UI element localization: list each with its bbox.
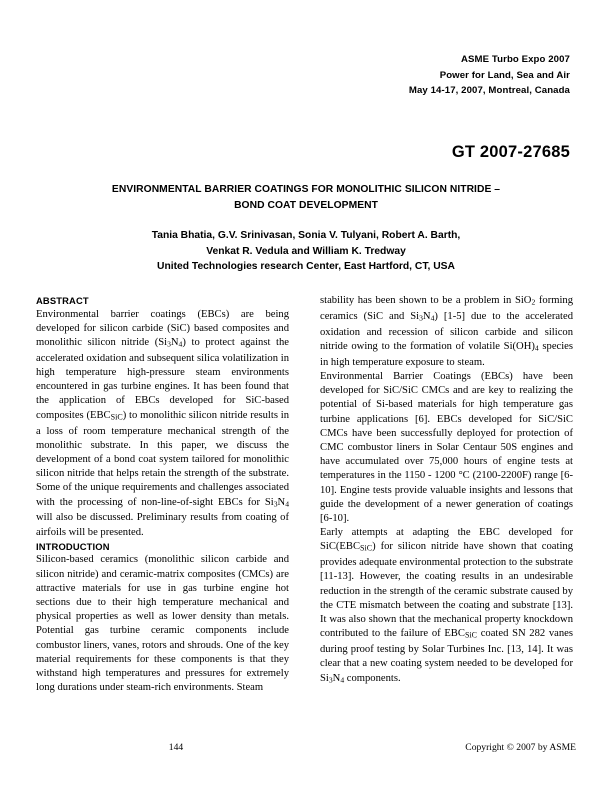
right-p3-sub-3: 3 (328, 675, 333, 685)
conference-subtitle: Power for Land, Sea and Air (439, 69, 570, 81)
page-footer (36, 742, 576, 756)
right-p1-sub-4: 4 (534, 343, 539, 353)
column-right (320, 294, 573, 687)
right-p3-text-5: components. (344, 672, 401, 684)
right-p3-text-3: coated SN 282 vanes during proof testing by Solar Turbines Inc. [13, 14]. It was clear that a new coating system needed to be developed for Si (320, 628, 573, 684)
abstract-sub-3: SiC (110, 412, 123, 422)
section-heading-introduction: INTRODUCTION (36, 540, 110, 552)
right-paragraph-1 (320, 294, 573, 370)
abstract-sub-4: 3 (273, 499, 278, 509)
right-p1-text-3: N (422, 310, 431, 322)
conference-date-location: May 14-17, 2007, Montreal, Canada (408, 85, 570, 96)
author-line-1: Tania Bhatia, G.V. Srinivasan, Sonia V. Tulyani, Robert A. Barth, (151, 230, 461, 241)
footer-page-number: 144 (168, 742, 184, 753)
abstract-text-2: N (170, 337, 179, 348)
right-p3-sub-2: SiC (464, 630, 478, 640)
page-title (46, 182, 566, 213)
title-line-1: ENVIRONMENTAL BARRIER COATINGS FOR MONOLITHIC SILICON NITRIDE – (111, 184, 501, 195)
right-p1-text-5: species in high temperature exposure to steam. (320, 340, 573, 368)
section-heading-abstract: ABSTRACT (36, 295, 89, 306)
abstract-text-3: ) to protect against the accelerated oxidation and subsequent silica volatilization in high temperature high-pressure steam environments encountered in gas turbine engines. It has been found that the application of EBCs developed for SiC-based composites (EBC (36, 337, 289, 421)
paper-number: GT 2007-27685 (451, 143, 570, 161)
right-p1-sub-3: 4 (430, 313, 435, 323)
right-paragraph-3 (320, 526, 573, 687)
right-p3-text-2: ) for silicon nitride have shown that coating provides adequate environmental protection to the substrate [11-13]. However, the coating results in an undesirable reduction in the strength of the ceramic substrate caused by the CTE mismatch between the coating and substrate [13]. It was also shown that the mechanical property knockdown contributed to the failure of EBC (320, 541, 573, 640)
right-p3-sub-4: 4 (340, 675, 345, 685)
author-line-2: Venkat R. Vedula and William K. Tredway (206, 245, 406, 257)
abstract-sub-2: 4 (178, 339, 183, 349)
conference-header (150, 52, 570, 99)
title-line-2: BOND COAT DEVELOPMENT (234, 199, 378, 211)
right-p1-sub-2: 3 (419, 313, 423, 323)
right-p1-text-1: stability has been shown to be a problem in SiO (320, 295, 532, 306)
author-block (46, 228, 566, 275)
abstract-text-5: N (277, 496, 286, 508)
right-p1-sub-1: 2 (531, 297, 536, 307)
right-p3-sub-1: SiC (360, 544, 373, 554)
conference-name: ASME Turbo Expo 2007 (461, 54, 570, 65)
abstract-paragraph (36, 308, 289, 540)
right-paragraph-2: Environmental Barrier Coatings (EBCs) have been developed for SiC/SiC CMCs and are key to realizing the potential of Si-based materials for high temperature gas turbine applications [6]. EBCs developed for SiC/SiC CMCs have been successfully deployed for protection of CMC combustor liners in Solar Centaur 50S engines and have accumulated over 75,000 hours of engine tests at temperatures in the 1150 - 1200 °C (2100-2200F) range [6-10]. Engine tests provide valuable insights and lessons that guide the development of a newer generation of coatings [6-10]. (320, 371, 573, 525)
introduction-paragraph: Silicon-based ceramics (monolithic silicon carbide and silicon nitride) and ceramic-matrix composites (CMCs) are attractive materials for use in gas turbine engine hot sections due to their high temperature mechanical and physical properties as well as lower density than metals. Potential gas turbine ceramic components include combustor liners, vanes, rotors and shrouds. One of the key material requirements for these components is that they withstand high temperatures and pressures for extremely long durations under steam-rich environments. Steam (36, 554, 289, 694)
right-p1-text-4: ) [1-5] due to the accelerated oxidation and recession of silicon carbide and silicon nitride owing to the formation of volatile Si(OH) (320, 310, 573, 352)
author-affiliation: United Technologies research Center, East Hartford, CT, USA (157, 261, 455, 272)
abstract-sub-1: 3 (167, 339, 171, 349)
right-p1-text-2: forming ceramics (SiC and Si (320, 295, 573, 322)
right-p3-text-4: N (332, 672, 341, 684)
footer-copyright: Copyright © 2007 by ASME (465, 742, 576, 753)
abstract-text-1: Environmental barrier coatings (EBCs) are being developed for silicon carbide (SiC) based composites and monolithic silicon nitride (Si (36, 308, 289, 348)
column-left (36, 294, 289, 695)
abstract-text-4: ) to monolithic silicon nitride results in a loss of room temperature mechanical strength of the monolithic substrate. In this paper, we discuss the development of a bond coat system tailored for monolithic silicon nitride that helps retain the strength of the substrate. Some of the unique requirements and challenges associated with the processing of non-line-of-sight EBCs for Si (36, 409, 289, 508)
abstract-sub-5: 4 (285, 499, 289, 509)
right-p3-text-1: Early attempts at adapting the EBC developed for SiC(EBC (320, 527, 573, 553)
abstract-text-6: will also be discussed. Preliminary results from coating of airfoils will be presented. (36, 512, 289, 538)
